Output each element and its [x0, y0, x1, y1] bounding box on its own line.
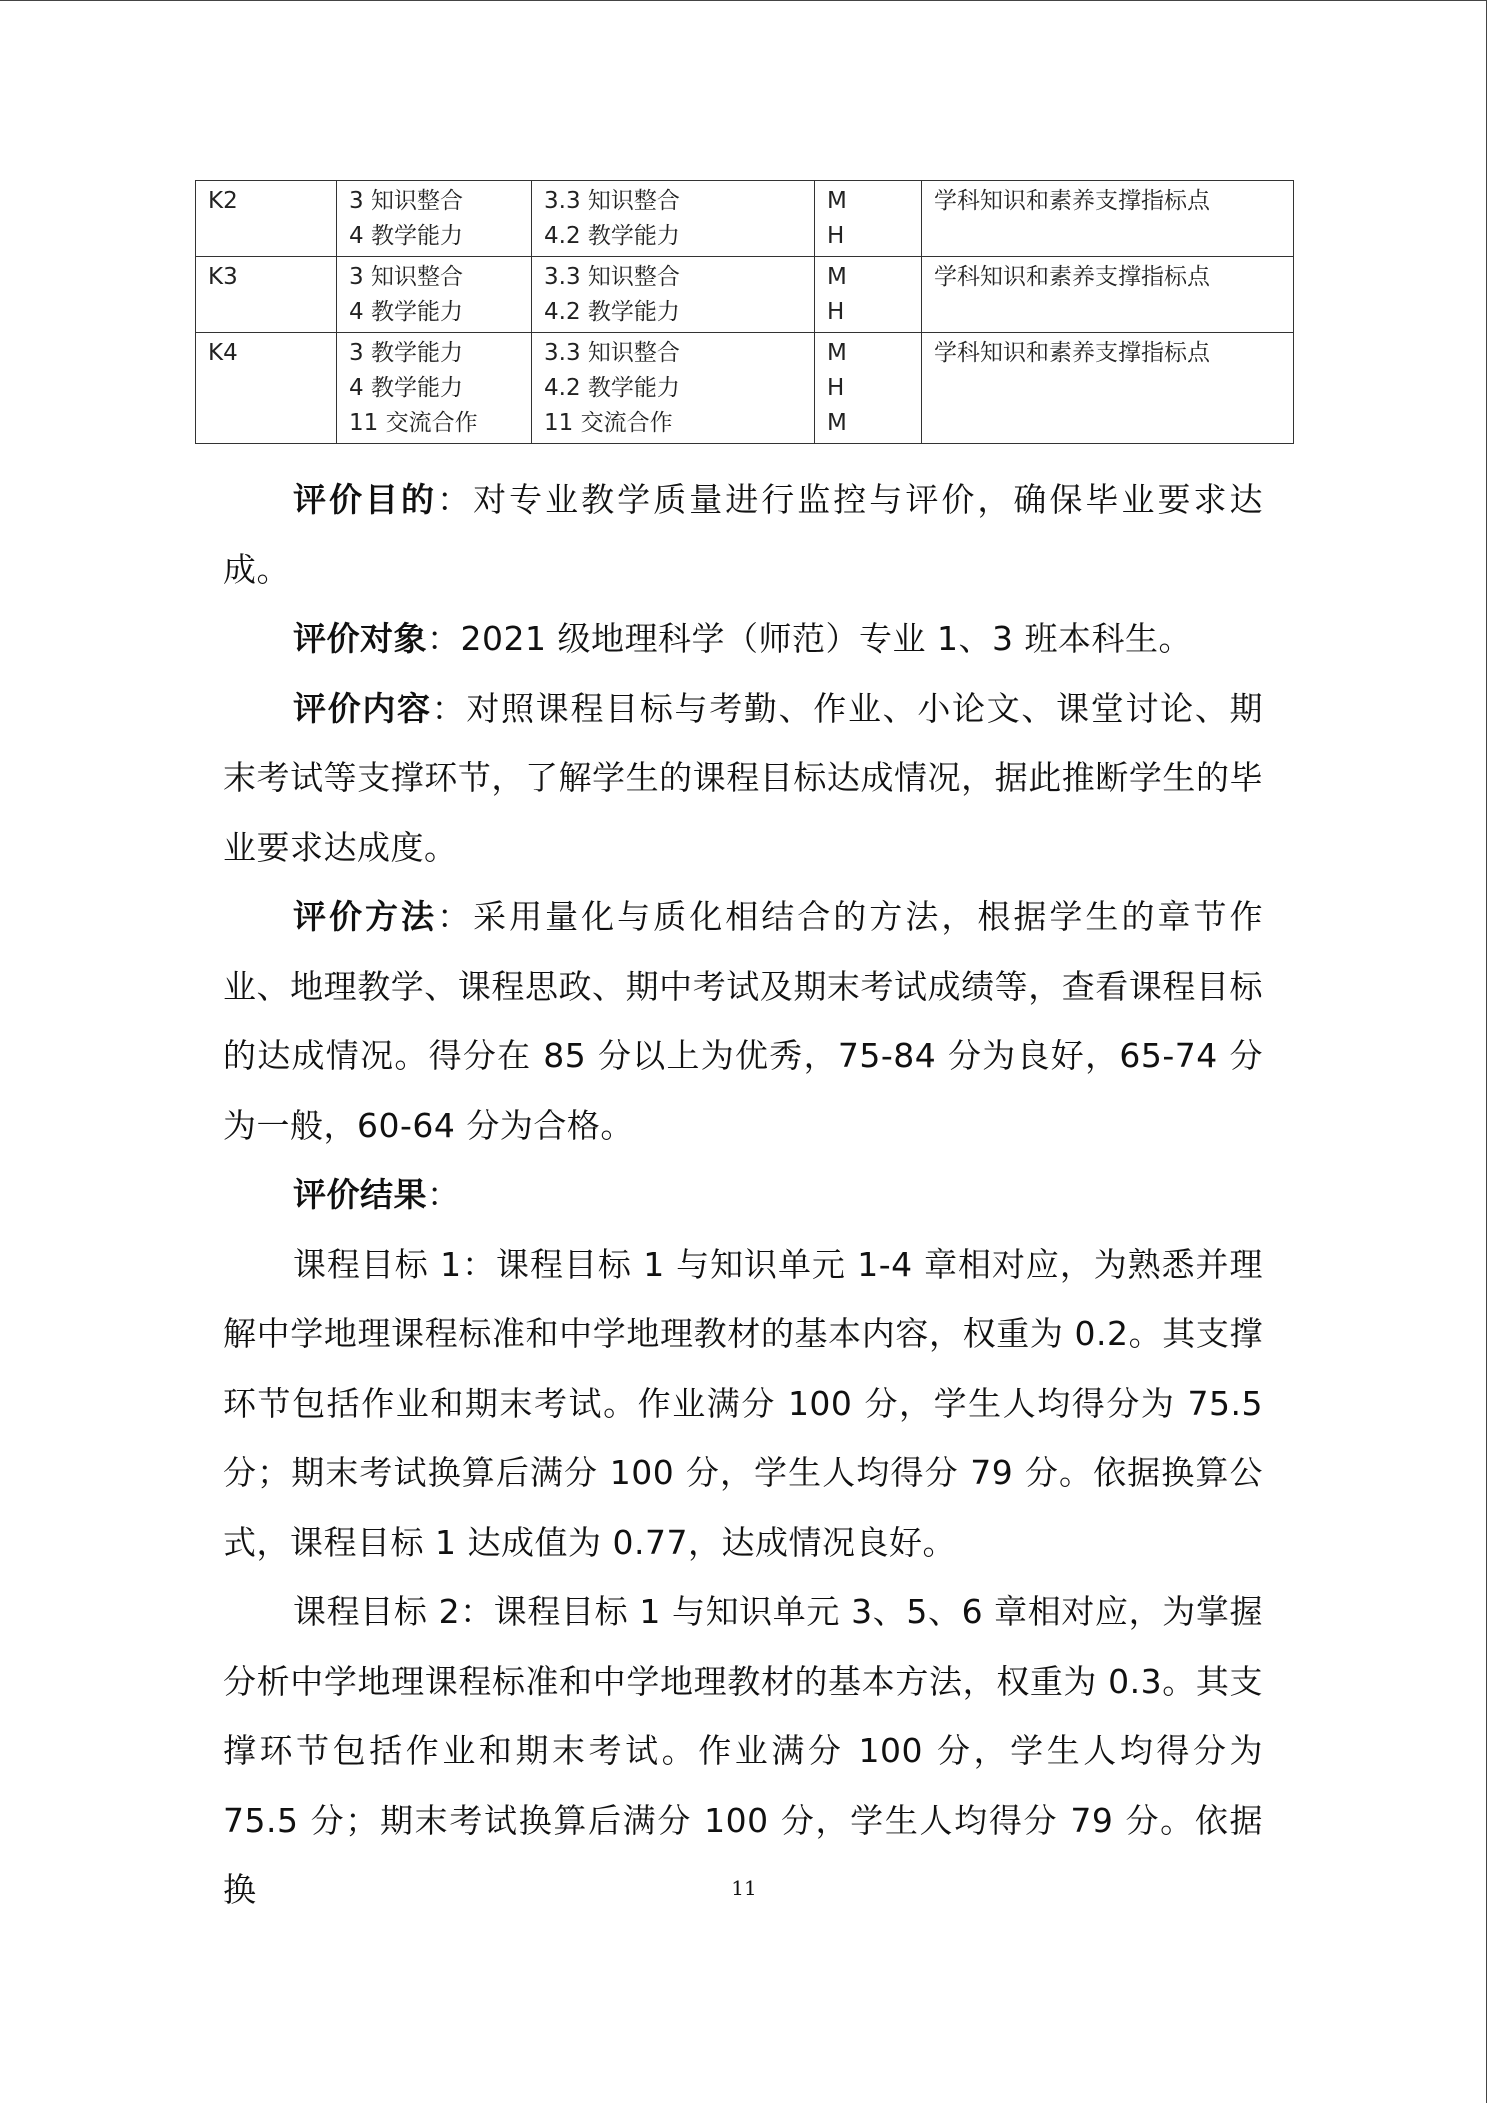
object-label: 评价对象 — [293, 619, 427, 658]
paragraph-object — [223, 604, 1263, 674]
table-row — [196, 181, 1294, 257]
requirement-cell — [337, 333, 532, 444]
cell-line: 4.2 教学能力 — [544, 299, 680, 325]
cell-line: 3.3 知识整合 — [544, 264, 680, 290]
cell-line: 3.3 知识整合 — [544, 340, 680, 366]
cell-line: 3 教学能力 — [349, 340, 463, 366]
cell-line: M — [827, 188, 847, 214]
note-cell — [922, 181, 1294, 257]
page-number: 11 — [731, 1876, 757, 1900]
cell-line: 3.3 知识整合 — [544, 188, 680, 214]
cell-line: 11 交流合作 — [349, 410, 478, 436]
purpose-text: ：对专业教学质量进行监控与评价，确保毕业要求达成。 — [223, 480, 1264, 589]
note-cell — [922, 257, 1294, 333]
cell-line: K4 — [208, 340, 238, 366]
cell-line: H — [827, 299, 845, 325]
cell-line: 11 交流合作 — [544, 410, 673, 436]
requirement-cell — [337, 257, 532, 333]
paragraph-content — [223, 674, 1263, 883]
level-cell — [815, 333, 922, 444]
cell-line: M — [827, 340, 847, 366]
indicator-cell — [532, 333, 815, 444]
cell-line: M — [827, 264, 847, 290]
cell-line: 3 知识整合 — [349, 264, 463, 290]
cell-line: K3 — [208, 264, 238, 290]
content-label: 评价内容 — [293, 688, 432, 728]
object-text: ：2021 级地理科学（师范）专业 1、3 班本科生。 — [427, 619, 1192, 658]
cell-line: 学科知识和素养支撑指标点 — [934, 264, 1210, 290]
body-text — [223, 465, 1263, 1925]
code-cell — [196, 181, 337, 257]
purpose-label: 评价目的 — [293, 480, 438, 519]
cell-line: M — [827, 410, 847, 436]
code-cell — [196, 333, 337, 444]
cell-line: 4.2 教学能力 — [544, 375, 680, 401]
level-cell — [815, 257, 922, 333]
method-label: 评价方法 — [293, 897, 438, 936]
cell-line: 4 教学能力 — [349, 375, 463, 401]
cell-line: H — [827, 223, 845, 249]
cell-line: H — [827, 375, 845, 401]
paragraph-purpose — [223, 465, 1263, 604]
table-row — [196, 333, 1294, 444]
result-label: 评价结果 — [293, 1175, 427, 1214]
result-text: ： — [427, 1175, 461, 1214]
code-cell — [196, 257, 337, 333]
cell-line: 4 教学能力 — [349, 223, 463, 249]
cell-line: 3 知识整合 — [349, 188, 463, 214]
indicator-table — [195, 180, 1294, 444]
indicator-cell — [532, 181, 815, 257]
paragraph-result — [223, 1160, 1263, 1230]
table-row — [196, 257, 1294, 333]
indicator-cell — [532, 257, 815, 333]
cell-line: 学科知识和素养支撑指标点 — [934, 188, 1210, 214]
cell-line: 4 教学能力 — [349, 299, 463, 325]
cell-line: 4.2 教学能力 — [544, 223, 680, 249]
paragraph-method — [223, 882, 1263, 1160]
content-text: ：对照课程目标与考勤、作业、小论文、课堂讨论、期末考试等支撑环节，了解学生的课程目标达成情况，据此推断学生的毕业要求达成度。 — [223, 688, 1264, 867]
cell-line: K2 — [208, 188, 238, 214]
level-cell — [815, 181, 922, 257]
method-text: ：采用量化与质化相结合的方法，根据学生的章节作业、地理教学、课程思政、期中考试及期末考试成绩等，查看课程目标的达成情况。得分在 85 分以上为优秀，75-84 分为良好，65-74 分为一般，60-64 分为合格。 — [223, 897, 1264, 1145]
requirement-cell — [337, 181, 532, 257]
paragraph-goal-2: 课程目标 2：课程目标 1 与知识单元 3、5、6 章相对应，为掌握分析中学地理课程标准和中学地理教材的基本方法，权重为 0.3。其支撑环节包括作业和期末考试。作业满分 100 分，学生人均得分为 75.5 分；期末考试换算后满分 100 分，学生人均得分 79 分。依据换 — [223, 1592, 1263, 1909]
paragraph-goal-1: 课程目标 1：课程目标 1 与知识单元 1-4 章相对应，为熟悉并理解中学地理课程标准和中学地理教材的基本内容，权重为 0.2。其支撑环节包括作业和期末考试。作业满分 100 分，学生人均得分为 75.5 分；期末考试换算后满分 100 分，学生人均得分 79 分。依据换算公式，课程目标 1 达成值为 0.77，达成情况良好。 — [223, 1244, 1263, 1562]
cell-line: 学科知识和素养支撑指标点 — [934, 340, 1210, 366]
note-cell — [922, 333, 1294, 444]
